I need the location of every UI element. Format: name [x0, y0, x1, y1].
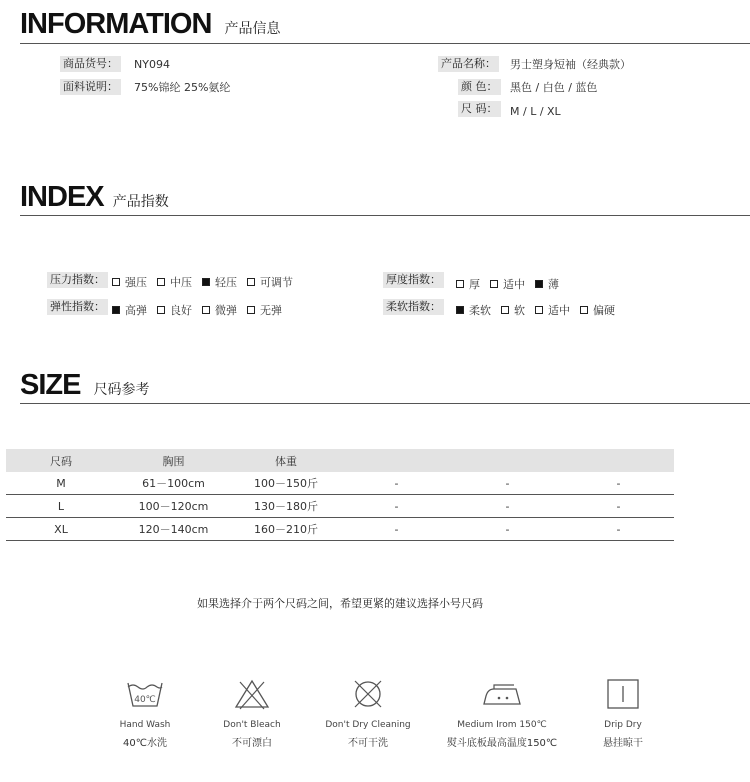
option[interactable]: 适中 [535, 302, 570, 318]
table-cell: 130－180斤 [231, 495, 341, 518]
size-value: M / L / XL [510, 105, 561, 118]
care-drip-dry [563, 678, 683, 749]
option[interactable]: 高弹 [112, 302, 147, 318]
option[interactable]: 中压 [157, 274, 192, 290]
checkbox[interactable] [490, 280, 498, 288]
product-code-label: 商品货号： [60, 56, 121, 72]
option[interactable]: 厚 [456, 276, 480, 292]
iron-medium-icon [480, 678, 524, 710]
care-label-cn: 不可漂白 [232, 738, 272, 749]
checkbox[interactable] [501, 306, 509, 314]
column-header: 尺码 [6, 449, 116, 472]
elasticity-index-label: 弹性指数： [47, 299, 108, 315]
checkbox-checked[interactable] [112, 306, 120, 314]
column-header: 胸围 [116, 449, 231, 472]
table-cell: M [6, 472, 116, 495]
care-label-cn: 熨斗底板最高温度150℃ [446, 738, 558, 749]
column-header: 体重 [231, 449, 341, 472]
product-name-label: 产品名称： [438, 56, 499, 72]
option[interactable]: 微弹 [202, 302, 237, 318]
table-cell: - [341, 495, 452, 518]
care-label-en: Hand Wash [119, 720, 171, 730]
table-cell: - [452, 518, 563, 541]
index-header [20, 181, 750, 214]
table-cell: 160－210斤 [231, 518, 341, 541]
pressure-index-options [112, 274, 303, 290]
option[interactable]: 薄 [535, 276, 559, 292]
care-label-cn: 悬挂晾干 [603, 738, 643, 749]
size-subtitle: 尺码参考 [93, 382, 150, 398]
table-cell: - [563, 518, 674, 541]
table-cell: - [341, 472, 452, 495]
column-header [563, 449, 674, 472]
option[interactable]: 轻压 [202, 274, 237, 290]
softness-index-options [456, 302, 625, 318]
size-title: SIZE [20, 369, 81, 401]
size-table [6, 449, 674, 541]
checkbox[interactable] [247, 306, 255, 314]
table-header-row [6, 449, 674, 472]
drip-dry-icon [603, 678, 643, 710]
table-cell: 100－120cm [116, 495, 231, 518]
option[interactable]: 可调节 [247, 274, 293, 290]
information-subtitle: 产品信息 [224, 21, 281, 37]
care-no-dry-clean [308, 678, 428, 749]
checkbox[interactable] [456, 280, 464, 288]
checkbox[interactable] [247, 278, 255, 286]
index-divider [20, 215, 750, 216]
table-cell: - [341, 518, 452, 541]
checkbox-checked[interactable] [202, 278, 210, 286]
index-subtitle: 产品指数 [112, 194, 169, 210]
option[interactable]: 柔软 [456, 302, 491, 318]
hand-wash-icon [125, 678, 165, 710]
column-header [452, 449, 563, 472]
size-header [20, 369, 750, 402]
table-row [6, 495, 674, 518]
care-label-en: Don't Bleach [223, 720, 281, 730]
checkbox[interactable] [157, 306, 165, 314]
information-header [20, 8, 750, 41]
care-label-en: Drip Dry [604, 720, 642, 730]
checkbox[interactable] [202, 306, 210, 314]
checkbox[interactable] [157, 278, 165, 286]
table-cell: XL [6, 518, 116, 541]
thickness-index-label: 厚度指数： [383, 272, 444, 288]
column-header [341, 449, 452, 472]
option[interactable]: 适中 [490, 276, 525, 292]
information-divider [20, 43, 750, 44]
size-divider [20, 403, 750, 404]
care-label-cn: 不可干洗 [348, 738, 388, 749]
wash-temp-text: 40℃ [134, 695, 156, 705]
option[interactable]: 良好 [157, 302, 192, 318]
pressure-index-label: 压力指数： [47, 272, 108, 288]
fabric-value: 75%锦纶 25%氨纶 [134, 81, 231, 94]
care-label-cn: 40℃水洗 [123, 738, 167, 749]
option[interactable]: 无弹 [247, 302, 282, 318]
color-label: 颜 色： [458, 79, 501, 95]
table-cell: 100－150斤 [231, 472, 341, 495]
table-cell: - [452, 472, 563, 495]
softness-index-label: 柔软指数： [383, 299, 444, 315]
elasticity-index-options [112, 302, 292, 318]
checkbox[interactable] [535, 306, 543, 314]
table-cell: - [563, 495, 674, 518]
size-label: 尺 码： [458, 101, 501, 117]
table-cell: 120－140cm [116, 518, 231, 541]
checkbox[interactable] [112, 278, 120, 286]
size-note: 如果选择介于两个尺码之间，希望更紧的建议选择小号尺码 [197, 597, 483, 610]
thickness-index-options [456, 276, 569, 292]
no-bleach-icon [232, 678, 272, 710]
table-cell: - [452, 495, 563, 518]
product-code-value: NY094 [134, 58, 170, 71]
option[interactable]: 软 [501, 302, 525, 318]
product-name-value: 男士塑身短袖（经典款） [510, 58, 631, 71]
table-row [6, 472, 674, 495]
checkbox[interactable] [580, 306, 588, 314]
care-label-en: Medium Irom 150℃ [457, 720, 547, 730]
care-hand-wash [85, 678, 205, 749]
checkbox-checked[interactable] [456, 306, 464, 314]
no-dry-clean-icon [348, 678, 388, 710]
option[interactable]: 偏硬 [580, 302, 615, 318]
checkbox-checked[interactable] [535, 280, 543, 288]
table-row [6, 518, 674, 541]
table-cell: - [563, 472, 674, 495]
table-cell: 61－100cm [116, 472, 231, 495]
color-value: 黑色 / 白色 / 蓝色 [510, 81, 598, 94]
care-iron [442, 678, 562, 749]
table-cell: L [6, 495, 116, 518]
information-title: INFORMATION [20, 8, 212, 40]
option[interactable]: 强压 [112, 274, 147, 290]
care-label-en: Don't Dry Cleaning [325, 720, 411, 730]
care-no-bleach [192, 678, 312, 749]
fabric-label: 面料说明： [60, 79, 121, 95]
index-title: INDEX [20, 181, 104, 213]
